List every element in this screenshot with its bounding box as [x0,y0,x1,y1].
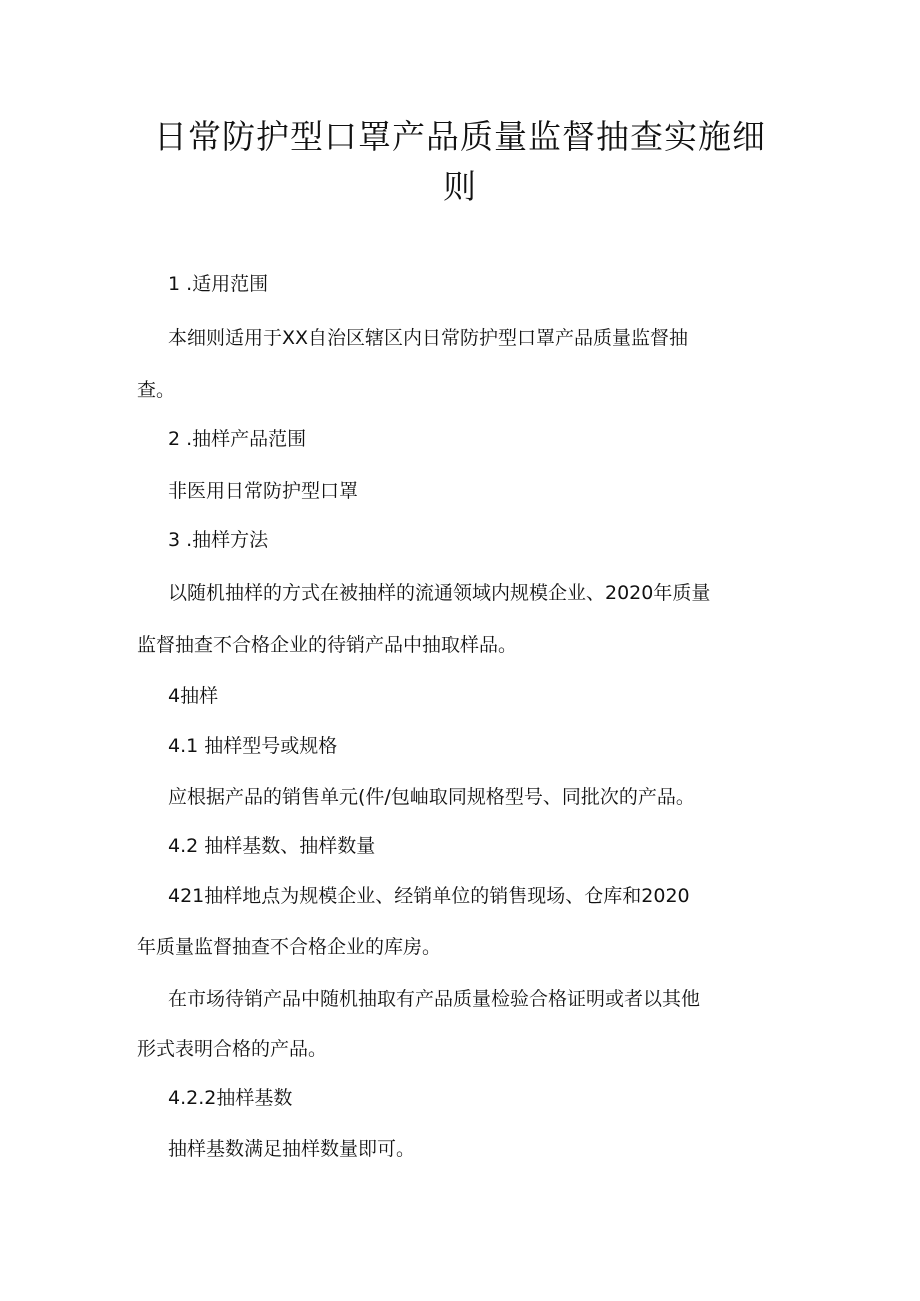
subsection-heading-base-quantity: 4.2 抽样基数、抽样数量 [168,835,376,857]
subsection-heading-sampling-base: 4.2.2抽样基数 [168,1087,293,1109]
paragraph-market-sampling-line-2: 形式表明合格的产品。 [137,1038,328,1060]
paragraph-sampling-location-line-2: 年质量监督抽查不合格企业的库房。 [137,936,442,958]
paragraph-scope-line-2: 查。 [137,379,176,401]
paragraph-scope-line-1: 本细则适用于XX自治区辖区内日常防护型口罩产品质量监督抽 [168,327,689,349]
section-heading-sampling-method: 3 .抽样方法 [168,529,269,551]
document-title: 日常防护型口罩产品质量监督抽查实施细则 [154,117,766,206]
paragraph-model-spec: 应根据产品的销售单元(件/包岫取同规格型号、同批次的产品。 [168,786,695,808]
paragraph-product-range: 非医用日常防护型口罩 [168,480,359,502]
paragraph-sampling-method-line-1: 以随机抽样的方式在被抽样的流通领域内规模企业、2020年质量 [168,582,711,604]
section-heading-sampling: 4抽样 [168,685,219,707]
paragraph-sampling-base: 抽样基数满足抽样数量即可。 [168,1138,416,1160]
paragraph-market-sampling-line-1: 在市场待销产品中随机抽取有产品质量检验合格证明或者以其他 [168,988,701,1010]
section-heading-scope: 1 .适用范围 [168,273,269,295]
section-heading-product-range: 2 .抽样产品范围 [168,428,307,450]
subsection-heading-model-spec: 4.1 抽样型号或规格 [168,735,338,757]
paragraph-sampling-location-line-1: 421抽样地点为规模企业、经销单位的销售现场、仓库和2020 [168,885,690,907]
paragraph-sampling-method-line-2: 监督抽查不合格企业的待销产品中抽取样品。 [137,634,518,656]
